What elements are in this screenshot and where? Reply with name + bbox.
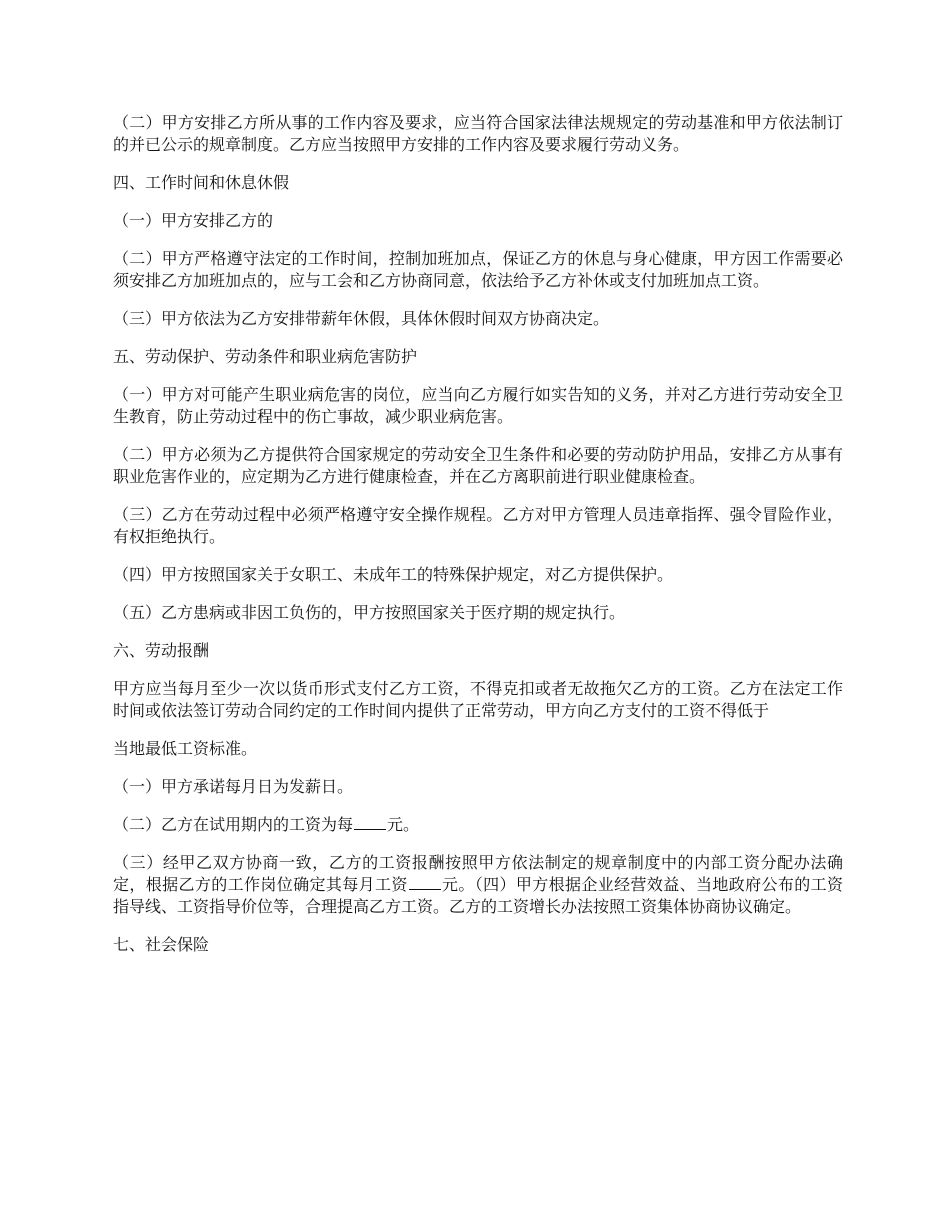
section-7-heading: 七、社会保险 [113,935,210,954]
paragraph-list [113,112,843,798]
clause-6-2-text-before: （二）乙方在试用期内的工资为每 [113,815,354,834]
clause-6-3-text-before: （三）经甲乙双方协商一致，乙方的工资报酬按照甲方依法制定的规章制度中的内部工资分配办法确定，根据乙方的工作岗位确定其每月工资 [113,853,843,894]
clause-6-2 [113,814,843,836]
section-4-heading: 四、工作时间和休息休假 [113,173,290,192]
monthly-salary-blank [409,875,441,890]
section-6-intro: 甲方应当每月至少一次以货币形式支付乙方工资，不得克扣或者无故拖欠乙方的工资。乙方在法定工作时间或依法签订劳动合同约定的工作时间内提供了正常劳动，甲方向乙方支付的工资不得低于 [113,679,843,720]
clause-4-2: （二）甲方严格遵守法定的工作时间，控制加班加点，保证乙方的休息与身心健康，甲方因工作需要必须安排乙方加班加点的，应与工会和乙方协商同意，依法给予乙方补休或支付加班加点工资。 [113,249,843,290]
clause-5-4: （四）甲方按照国家关于女职工、未成年工的特殊保护规定，对乙方提供保护。 [113,565,674,584]
clause-6-3-text-after: 元。（四）甲方根据企业经营效益、当地政府公布的工资指导线、工资指导价位等，合理提高乙方工资。乙方的工资增长办法按照工资集体协商协议确定。 [113,875,843,916]
section-5-heading: 五、劳动保护、劳动条件和职业病危害防护 [113,347,418,366]
clause-3-2: （二）甲方安排乙方所从事的工作内容及要求，应当符合国家法律法规规定的劳动基准和甲方依法制订的并已公示的规章制度。乙方应当按照甲方安排的工作内容及要求履行劳动义务。 [113,113,843,154]
clause-4-1: （一）甲方安排乙方的 [113,211,274,230]
clause-6-2-text-after: 元。 [387,815,420,834]
document-body [113,112,843,972]
clause-5-1: （一）甲方对可能产生职业病危害的岗位，应当向乙方履行如实告知的义务，并对乙方进行劳动安全卫生教育，防止劳动过程中的伤亡事故，减少职业病危害。 [113,385,843,426]
section-6-intro-cont: 当地最低工资标准。 [113,739,258,758]
clause-5-3: （三）乙方在劳动过程中必须严格遵守安全操作规程。乙方对甲方管理人员违章指挥、强令冒险作业，有权拒绝执行。 [113,505,843,546]
clause-4-3: （三）甲方依法为乙方安排带薪年休假，具体休假时间双方协商决定。 [113,309,610,328]
clause-6-3 [113,852,843,918]
clause-5-2: （二）甲方必须为乙方提供符合国家规定的劳动安全卫生条件和必要的劳动防护用品，安排乙方从事有职业危害作业的，应定期为乙方进行健康检查，并在乙方离职前进行职业健康检查。 [113,445,843,486]
section-6-heading: 六、劳动报酬 [113,641,210,660]
clause-5-5: （五）乙方患病或非因工负伤的，甲方按照国家关于医疗期的规定执行。 [113,603,626,622]
clause-6-1: （一）甲方承诺每月日为发薪日。 [113,777,354,796]
probation-salary-blank [354,815,386,830]
